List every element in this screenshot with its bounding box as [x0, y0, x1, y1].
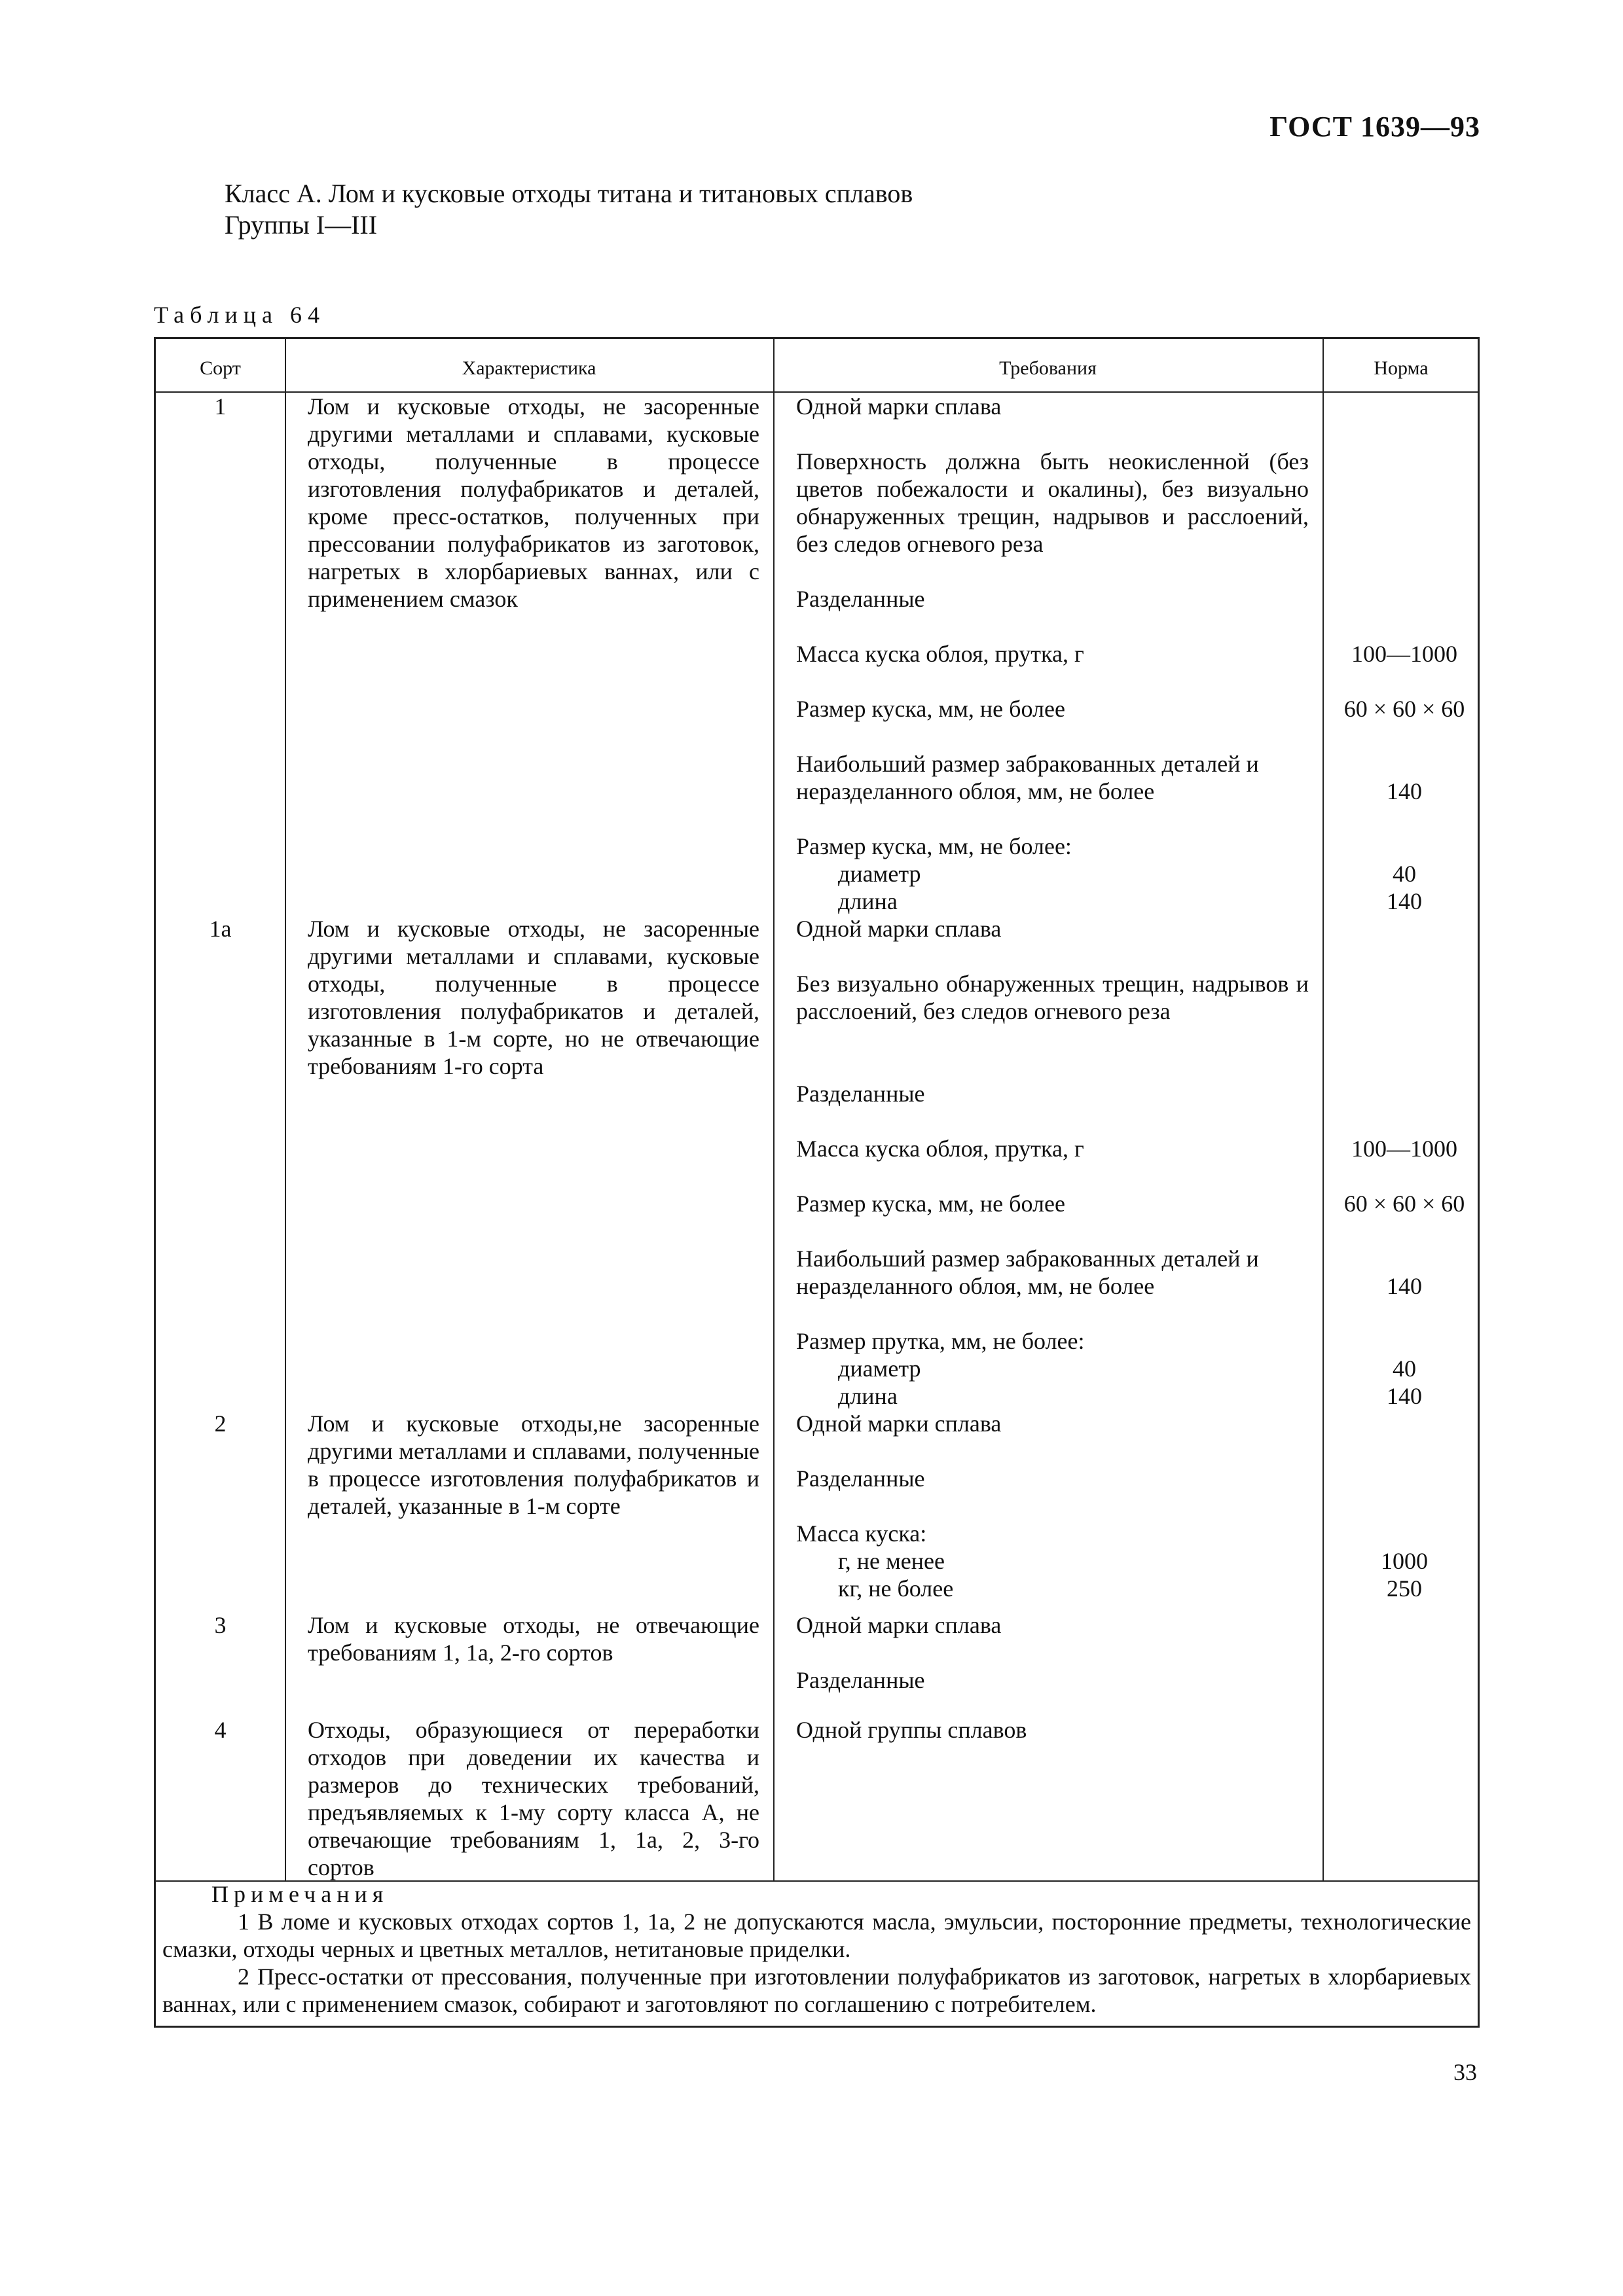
- norm-value: 140: [1387, 1383, 1422, 1409]
- class-title-line2: Группы I—III: [225, 210, 378, 240]
- requirement-text: Разделанные: [796, 1081, 925, 1107]
- norm-value: 140: [1387, 778, 1422, 804]
- norm-value: 140: [1387, 1273, 1422, 1299]
- requirement-subtext: длина: [838, 888, 898, 914]
- row-sort-2: 2: [214, 1410, 227, 1437]
- row-characteristic-4: Отходы, образующиеся от переработки отходов при доведении их качества и размеров до технических требований, предъявляемых к 1-му сорту класса А, не отвечающие требованиям 1, 1а, 2, 3-го сортов: [308, 1717, 759, 1880]
- requirement-text: Масса куска облоя, прутка, г: [796, 641, 1084, 667]
- row-sort-1: 1: [214, 393, 227, 420]
- requirement-subtext: диаметр: [838, 861, 921, 887]
- class-title-line1: Класс А. Лом и кусковые отходы титана и титановых сплавов: [225, 179, 913, 208]
- requirement-text: Разделанные: [796, 586, 925, 612]
- norm-value: 40: [1393, 861, 1416, 887]
- column-header-requirements: Требования: [999, 357, 1097, 379]
- row-characteristic-3: Лом и кусковые отходы, не отвечающие требованиям 1, 1а, 2-го сортов: [308, 1612, 759, 1666]
- requirement-text: Размер куска, мм, не более: [796, 1191, 1065, 1217]
- requirement-subtext: кг, не более: [838, 1575, 954, 1602]
- row-characteristic-2: Лом и кусковые отходы,не засоренные другими металлами и сплавами, полученные в процессе изготовления полуфабрикатов и деталей, указанные в 1-м сорте: [308, 1410, 759, 1519]
- requirement-text: Одной марки сплава: [796, 1612, 1002, 1638]
- table-label: Таблица 64: [154, 302, 325, 328]
- row-characteristic-1a: Лом и кусковые отходы, не засоренные другими металлами и сплавами, кусковые отходы, полученные в процессе изготовления полуфабрикатов и деталей, указанные в 1-м сорте, но не отвечающие требованиям 1-го сорта: [308, 916, 759, 1079]
- norm-value: 60 × 60 × 60: [1343, 696, 1465, 722]
- requirements-table: [154, 337, 1480, 2028]
- requirement-text: Одной марки сплава: [796, 1410, 1002, 1437]
- requirement-subtext: длина: [838, 1383, 898, 1409]
- norm-value: 100—1000: [1351, 641, 1457, 667]
- row-sort-1a: 1а: [209, 916, 232, 942]
- requirement-text: Без визуально обнаруженных трещин, надрывов и расслоений, без следов огневого реза: [796, 971, 1309, 1024]
- requirement-subtext: г, не менее: [838, 1548, 945, 1574]
- requirement-text: Наибольший размер забракованных деталей и неразделанного облоя, мм, не более: [796, 1246, 1259, 1299]
- col-divider: [1322, 339, 1324, 1882]
- column-header-norm: Норма: [1374, 357, 1429, 379]
- norm-value: 60 × 60 × 60: [1343, 1191, 1465, 1217]
- norm-value: 140: [1387, 888, 1422, 914]
- notes-title: Примечания: [211, 1881, 389, 1907]
- requirement-text: Разделанные: [796, 1667, 925, 1693]
- note-1: 1 В ломе и кусковых отходах сортов 1, 1а, 2 не допускаются масла, эмульсии, посторонние предметы, технологические смазки, отходы черных и цветных металлов, нетитановые приделки.: [162, 1909, 1471, 1962]
- norm-value: 100—1000: [1351, 1136, 1457, 1162]
- requirement-subtext: диаметр: [838, 1355, 921, 1382]
- requirement-text: Наибольший размер забракованных деталей и неразделанного облоя, мм, не более: [796, 751, 1259, 804]
- class-title: [225, 178, 913, 241]
- requirement-text: Поверхность должна быть неокисленной (без цветов побежалости и окалины), без визуально обнаруженных трещин, надрывов и расслоений, без следов огневого реза: [796, 448, 1309, 557]
- note-2: 2 Пресс-остатки от прессования, полученные при изготовлении полуфабрикатов из заготовок, нагретых в хлорбариевых ваннах, или с применением смазок, собирают и заготовляют по соглашению с потребителем.: [162, 1964, 1471, 2017]
- row-sort-4: 4: [214, 1717, 227, 1743]
- column-header-sort: Сорт: [200, 357, 241, 379]
- col-divider: [285, 339, 286, 1882]
- table-notes: [156, 1880, 1478, 2018]
- norm-value: 40: [1393, 1355, 1416, 1382]
- norm-value: 1000: [1381, 1548, 1428, 1574]
- requirement-text: Размер прутка, мм, не более:: [796, 1328, 1085, 1354]
- requirement-text: Одной марки сплава: [796, 916, 1002, 942]
- requirement-text: Одной марки сплава: [796, 393, 1002, 420]
- requirement-text: Масса куска:: [796, 1520, 927, 1547]
- page-number: 33: [1453, 2059, 1477, 2085]
- requirement-text: Масса куска облоя, прутка, г: [796, 1136, 1084, 1162]
- norm-value: 250: [1387, 1575, 1422, 1602]
- requirement-text: Размер куска, мм, не более: [796, 696, 1065, 722]
- row-characteristic-1: Лом и кусковые отходы, не засоренные другими металлами и сплавами, кусковые отходы, полученные в процессе изготовления полуфабрикатов и деталей, кроме пресс-остатков, полученных при прессовании полуфабрикатов из заготовок, нагретых в хлорбариевых ваннах, или с применением смазок: [308, 393, 759, 612]
- document-header: ГОСТ 1639—93: [1269, 111, 1480, 143]
- row-sort-3: 3: [214, 1612, 227, 1638]
- column-header-characteristic: Характеристика: [462, 357, 596, 379]
- requirement-text: Одной группы сплавов: [796, 1717, 1027, 1743]
- col-divider: [773, 339, 775, 1882]
- requirement-text: Разделанные: [796, 1465, 925, 1492]
- requirement-text: Размер куска, мм, не более:: [796, 833, 1072, 859]
